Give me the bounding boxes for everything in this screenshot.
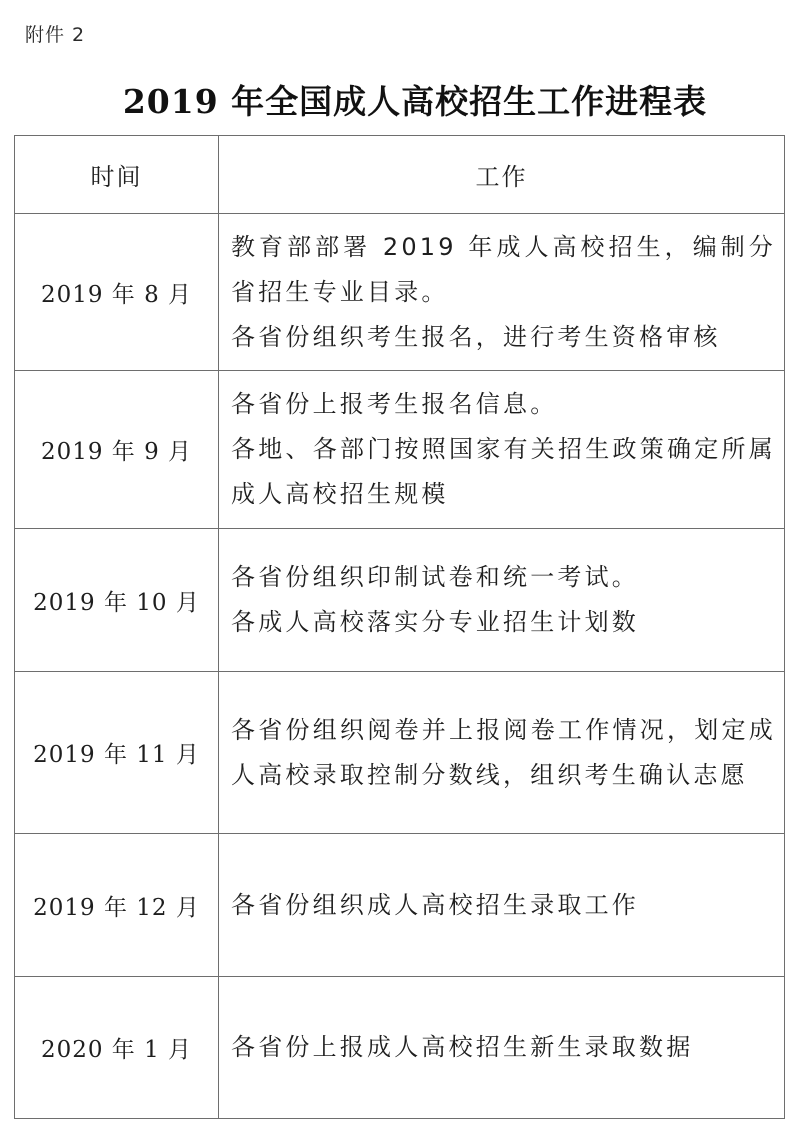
attachment-label: 附件 2	[25, 24, 86, 46]
document-title: 2019 年全国成人高校招生工作进程表	[122, 82, 708, 121]
work-cell	[219, 977, 785, 1119]
work-item: 各地、各部门按照国家有关招生政策确定所属成人高校招生规模	[231, 435, 776, 508]
column-header-time: 时间	[15, 136, 219, 214]
table-row	[15, 977, 785, 1119]
table-row	[15, 214, 785, 371]
work-item: 各省份组织印制试卷和统一考试。	[231, 563, 639, 591]
table-row	[15, 834, 785, 977]
work-cell	[219, 214, 785, 371]
work-cell	[219, 529, 785, 672]
time-cell: 2019 年 12 月	[15, 834, 219, 977]
table-row	[15, 672, 785, 834]
work-item: 教育部部署 2019 年成人高校招生，编制分省招生专业目录。	[231, 232, 776, 306]
table-row	[15, 371, 785, 529]
schedule-table	[14, 135, 785, 1119]
work-item: 各省份组织考生报名，进行考生资格审核	[231, 322, 721, 351]
work-item: 各省份上报成人高校招生新生录取数据	[231, 1033, 694, 1061]
column-header-work: 工作	[219, 136, 785, 214]
work-item: 各省份组织成人高校招生录取工作	[231, 890, 639, 919]
time-cell: 2019 年 10 月	[15, 529, 219, 672]
time-cell: 2019 年 11 月	[15, 672, 219, 834]
time-cell: 2019 年 9 月	[15, 371, 219, 529]
work-cell	[219, 834, 785, 977]
work-item: 各省份组织阅卷并上报阅卷工作情况，划定成人高校录取控制分数线，组织考生确认志愿	[231, 715, 776, 789]
time-cell: 2020 年 1 月	[15, 977, 219, 1119]
work-cell	[219, 672, 785, 834]
work-item: 各省份上报考生报名信息。	[231, 390, 558, 418]
time-cell: 2019 年 8 月	[15, 214, 219, 371]
table-header-row	[15, 136, 785, 214]
table-row	[15, 529, 785, 672]
work-cell	[219, 371, 785, 529]
work-item: 各成人高校落实分专业招生计划数	[231, 608, 639, 636]
